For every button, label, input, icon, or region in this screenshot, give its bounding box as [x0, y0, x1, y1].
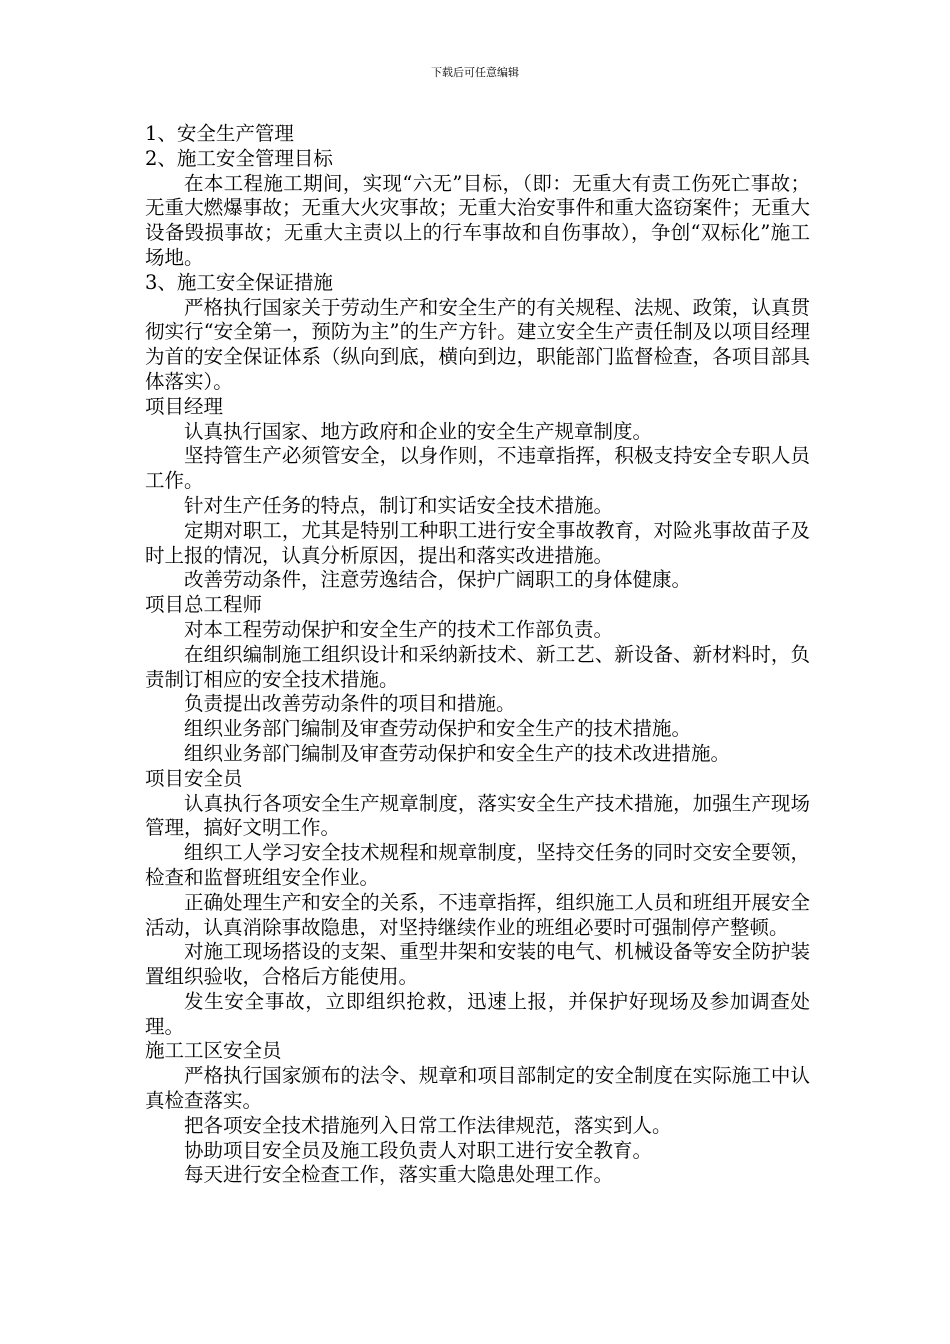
body-paragraph: 对本工程劳动保护和安全生产的技术工作部负责。 [184, 617, 614, 641]
section-heading: 项目经理 [145, 394, 224, 418]
section-heading: 施工工区安全员 [145, 1039, 282, 1063]
document-body [145, 122, 810, 1188]
body-paragraph: 严格执行国家颁布的法令、规章和项目部制定的安全制度在实际施工中认真检查落实。 [145, 1064, 810, 1113]
section-heading: 项目安全员 [145, 766, 243, 790]
body-paragraph: 组织业务部门编制及审查劳动保护和安全生产的技术改进措施。 [184, 741, 731, 765]
body-paragraph: 定期对职工，尤其是特别工种职工进行安全事故教育，对险兆事故苗子及时上报的情况，认真分析原因，提出和落实改进措施。 [145, 518, 810, 567]
body-paragraph: 对施工现场搭设的支架、重型井架和安装的电气、机械设备等安全防护装置组织验收，合格后方能使用。 [145, 940, 810, 989]
body-paragraph: 针对生产任务的特点，制订和实话安全技术措施。 [184, 493, 614, 517]
body-paragraph: 正确处理生产和安全的关系，不违章指挥，组织施工人员和班组开展安全活动，认真消除事故隐患，对坚持继续作业的班组必要时可强制停产整顿。 [145, 890, 810, 939]
body-paragraph: 组织业务部门编制及审查劳动保护和安全生产的技术措施。 [184, 717, 692, 741]
body-paragraph: 严格执行国家关于劳动生产和安全生产的有关规程、法规、政策，认真贯彻实行“安全第一，预防为主”的生产方针。建立安全生产责任制及以项目经理为首的安全保证体系（纵向到底，横向到边，职能部门监督检查，各项目部具体落实）。 [145, 295, 810, 393]
section-heading: 2、施工安全管理目标 [145, 146, 333, 170]
body-paragraph: 坚持管生产必须管安全，以身作则，不违章指挥，积极支持安全专职人员工作。 [145, 444, 810, 493]
body-paragraph: 在本工程施工期间，实现“六无”目标，（即：无重大有责工伤死亡事故；无重大燃爆事故；无重大火灾事故；无重大治安事件和重大盗窃案件；无重大设备毁损事故；无重大主责以上的行车事故和自伤事故），争创“双标化”施工场地。 [145, 171, 810, 269]
body-paragraph: 把各项安全技术措施列入日常工作法律规范，落实到人。 [184, 1113, 672, 1137]
section-heading: 1、安全生产管理 [145, 122, 294, 145]
body-paragraph: 改善劳动条件，注意劳逸结合，保护广阔职工的身体健康。 [184, 568, 692, 592]
section-heading: 项目总工程师 [145, 593, 263, 617]
body-paragraph: 协助项目安全员及施工段负责人对职工进行安全教育。 [184, 1138, 653, 1162]
body-paragraph: 组织工人学习安全技术规程和规章制度，坚持交任务的同时交安全要领，检查和监督班组安全作业。 [145, 841, 810, 889]
section-heading: 3、施工安全保证措施 [145, 270, 333, 294]
body-paragraph: 认真执行各项安全生产规章制度，落实安全生产技术措施，加强生产现场管理，搞好文明工作。 [145, 791, 810, 840]
body-paragraph: 认真执行国家、地方政府和企业的安全生产规章制度。 [184, 419, 653, 443]
body-paragraph: 每天进行安全检查工作，落实重大隐患处理工作。 [184, 1163, 614, 1187]
page-header-note: 下载后可任意编辑 [431, 66, 519, 79]
body-paragraph: 负责提出改善劳动条件的项目和措施。 [184, 692, 516, 716]
body-paragraph: 在组织编制施工组织设计和采纳新技术、新工艺、新设备、新材料时，负责制订相应的安全技术措施。 [145, 642, 810, 691]
body-paragraph: 发生安全事故，立即组织抢救，迅速上报，并保护好现场及参加调查处理。 [145, 989, 810, 1038]
